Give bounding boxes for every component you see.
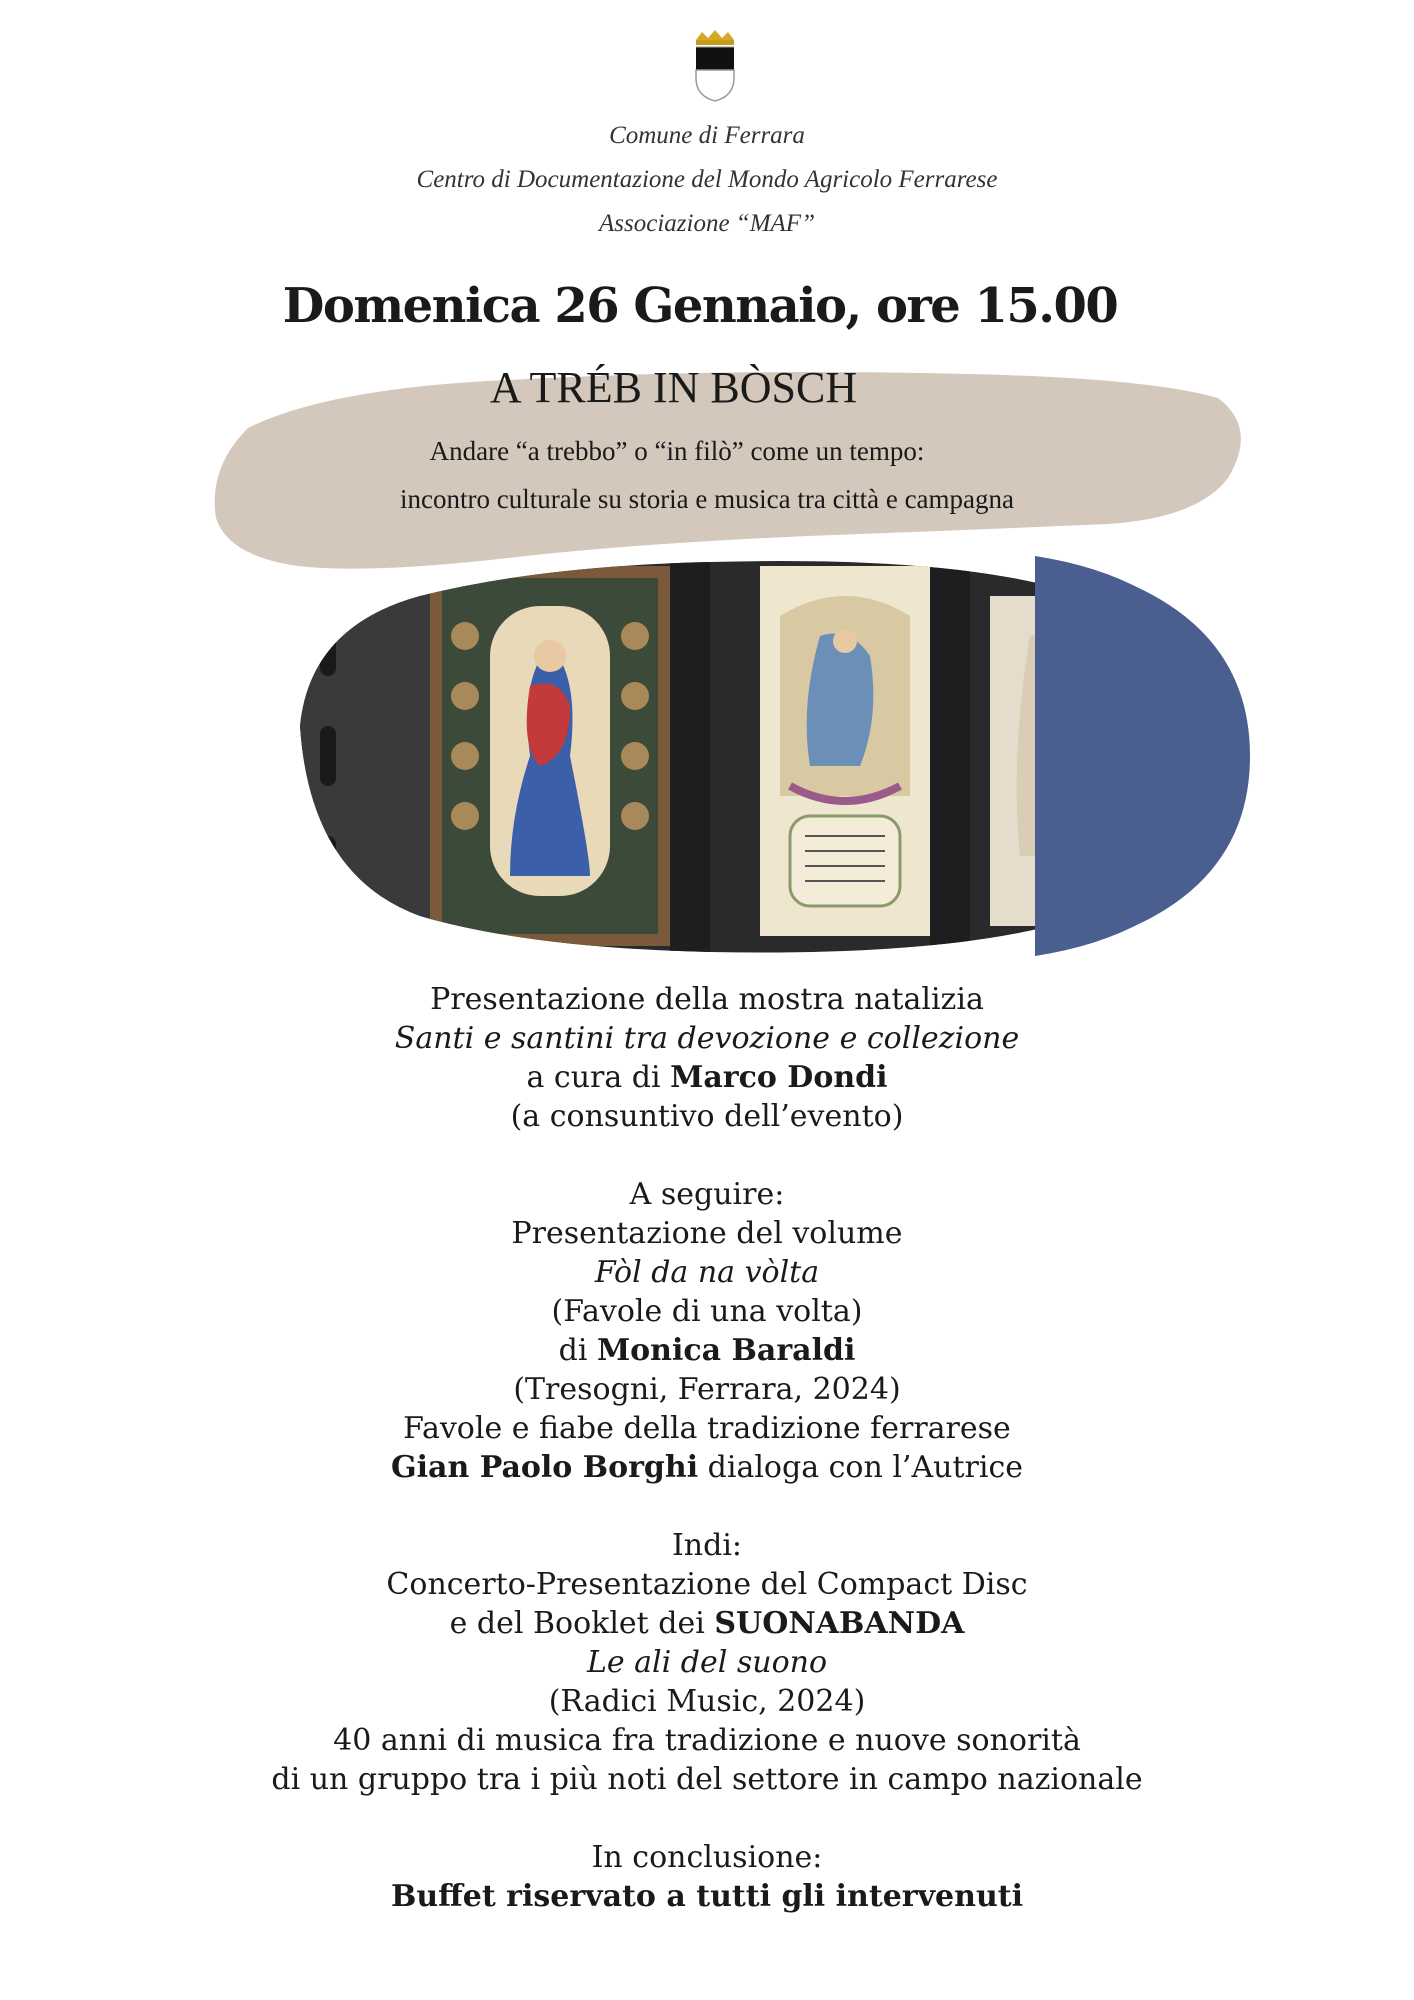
- concert-intro: Concerto-Presentazione del Compact Disc: [386, 1567, 1028, 1602]
- event-subtitle-2: incontro culturale su storia e musica tra città e campagna: [400, 484, 1014, 514]
- closing-label: In conclusione:: [591, 1840, 823, 1875]
- booklet-line: [0, 1604, 1414, 1643]
- booklet-prefix: e del Booklet dei: [449, 1606, 715, 1641]
- org-associazione: Associazione “MAF”: [599, 210, 815, 237]
- curator-prefix: a cura di: [526, 1060, 671, 1095]
- author-prefix: di: [558, 1333, 597, 1368]
- next-label: A seguire:: [629, 1177, 785, 1212]
- author-line: [0, 1331, 1414, 1370]
- curator-note: (a consuntivo dell’evento): [510, 1099, 904, 1134]
- book-translation: (Favole di una volta): [551, 1294, 863, 1329]
- book-intro: Presentazione del volume: [511, 1216, 903, 1251]
- band-desc-1: 40 anni di musica fra tradizione e nuove sonorità: [333, 1723, 1081, 1758]
- spacer: [0, 1136, 1414, 1175]
- exhibit-intro: Presentazione della mostra natalizia: [430, 982, 984, 1017]
- book-publisher: (Tresogni, Ferrara, 2024): [513, 1372, 901, 1407]
- exhibit-title: Santi e santini tra devozione e collezione: [394, 1021, 1020, 1056]
- band-desc-2: di un gruppo tra i più noti del settore in campo nazionale: [271, 1762, 1143, 1797]
- spacer: [0, 1487, 1414, 1526]
- book-desc: Favole e fiabe della tradizione ferrarese: [403, 1411, 1011, 1446]
- album-title: Le ali del suono: [586, 1645, 828, 1680]
- event-date-time: Domenica 26 Gennaio, ore 15.00: [282, 278, 1118, 334]
- org-comune: Comune di Ferrara: [609, 122, 805, 149]
- curator-name: Marco Dondi: [670, 1060, 888, 1095]
- org-centro: Centro di Documentazione del Mondo Agricolo Ferrarese: [416, 166, 998, 193]
- curator-line: [0, 1058, 1414, 1097]
- ferrara-crest-icon: [690, 30, 740, 102]
- band-name: SUONABANDA: [714, 1606, 965, 1641]
- santini-photo: [290, 556, 1250, 956]
- book-title: Fòl da na vòlta: [594, 1255, 820, 1290]
- moderator-suffix: dialoga con l’Autrice: [698, 1450, 1023, 1485]
- author-name: Monica Baraldi: [596, 1333, 856, 1368]
- then-label: Indi:: [671, 1528, 743, 1563]
- album-label: (Radici Music, 2024): [548, 1684, 866, 1719]
- event-title: A TRÉB IN BÒSCH: [490, 363, 858, 412]
- moderator-line: [0, 1448, 1414, 1487]
- spacer: [0, 1799, 1414, 1838]
- moderator-name: Gian Paolo Borghi: [390, 1450, 699, 1485]
- event-subtitle-1: Andare “a trebbo” o “in filò” come un tempo:: [429, 436, 925, 466]
- closing-text: Buffet riservato a tutti gli intervenuti: [390, 1879, 1024, 1914]
